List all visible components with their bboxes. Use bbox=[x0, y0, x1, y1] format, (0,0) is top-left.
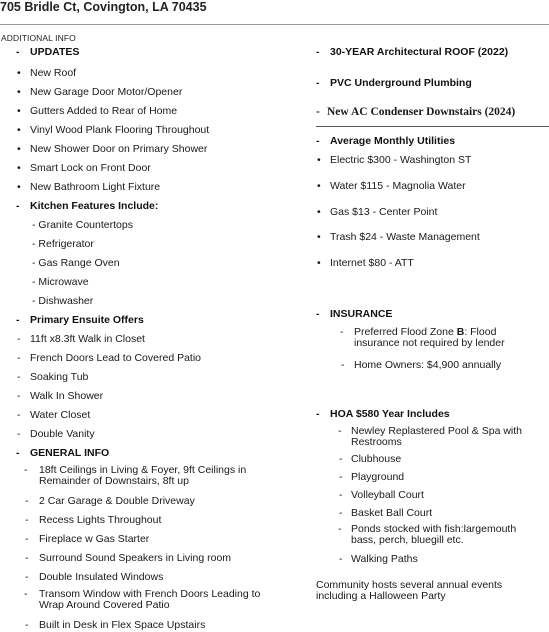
section-label: ADDITIONAL INFO bbox=[1, 33, 76, 43]
list-item: • Water $115 - Magnolia Water bbox=[317, 180, 466, 192]
list-item: - Walking Paths bbox=[339, 553, 418, 565]
ensuite-heading: - Primary Ensuite Offers bbox=[16, 314, 144, 326]
list-item: - Granite Countertops bbox=[32, 219, 133, 231]
list-item: • New Roof bbox=[17, 67, 77, 79]
hoa-heading: - HOA $580 Year Includes bbox=[316, 408, 450, 420]
home-owners-item: - Home Owners: $4,900 annually bbox=[341, 359, 502, 371]
list-item: - Playground bbox=[339, 471, 405, 483]
list-item: - Ponds stocked with fish:largemouth bass, perch, bluegill etc. bbox=[338, 523, 517, 546]
roof-heading: - 30-YEAR Architectural ROOF (2022) bbox=[316, 46, 509, 58]
list-item: - Newley Replastered Pool & Spa with Restrooms bbox=[338, 425, 523, 448]
updates-heading: - UPDATES bbox=[16, 46, 80, 58]
list-item: • Electric $300 - Washington ST bbox=[317, 154, 472, 166]
kitchen-heading: - Kitchen Features Include: bbox=[16, 200, 159, 212]
list-item: - Built in Desk in Flex Space Upstairs bbox=[25, 619, 206, 631]
list-item: - French Doors Lead to Covered Patio bbox=[17, 352, 202, 364]
flood-zone-item: - Preferred Flood Zone B: Flood insurance not required by lender bbox=[340, 326, 505, 349]
list-item: - Double Insulated Windows bbox=[25, 571, 164, 583]
list-item: - 2 Car Garage & Double Driveway bbox=[25, 495, 195, 507]
list-item: - 11ft x8.3ft Walk in Closet bbox=[17, 333, 145, 345]
list-item: • New Garage Door Motor/Opener bbox=[17, 86, 183, 98]
list-item: - Recess Lights Throughout bbox=[25, 514, 162, 526]
list-item: • Gas $13 - Center Point bbox=[317, 206, 438, 218]
list-item: - Surround Sound Speakers in Living room bbox=[25, 552, 232, 564]
list-item: - 18ft Ceilings in Living & Foyer, 9ft Ceilings in Remainder of Downstairs, 8ft up bbox=[24, 464, 247, 487]
utilities-heading: - Average Monthly Utilities bbox=[316, 135, 456, 147]
list-item: - Basket Ball Court bbox=[339, 507, 433, 519]
list-item: • Gutters Added to Rear of Home bbox=[17, 105, 178, 117]
list-item: - Water Closet bbox=[17, 409, 91, 421]
list-item: - Transom Window with French Doors Leading to Wrap Around Covered Patio bbox=[24, 588, 261, 611]
list-item: • Vinyl Wood Plank Flooring Throughout bbox=[17, 124, 210, 136]
list-item: - Volleyball Court bbox=[339, 489, 424, 501]
list-item: - Soaking Tub bbox=[17, 371, 89, 383]
general-heading: - GENERAL INFO bbox=[16, 447, 110, 459]
community-note: Community hosts several annual events including a Halloween Party bbox=[316, 579, 503, 602]
list-item: • New Bathroom Light Fixture bbox=[17, 181, 161, 193]
list-item: - Dishwasher bbox=[32, 295, 94, 307]
list-item: - Fireplace w Gas Starter bbox=[25, 533, 150, 545]
list-item: - Double Vanity bbox=[17, 428, 95, 440]
list-item: • Trash $24 - Waste Management bbox=[317, 231, 480, 243]
section-divider bbox=[316, 126, 549, 127]
list-item: • New Shower Door on Primary Shower bbox=[17, 143, 208, 155]
list-item: - Clubhouse bbox=[339, 453, 402, 465]
list-item: - Walk In Shower bbox=[17, 390, 104, 402]
list-item: - Refrigerator bbox=[32, 238, 94, 250]
list-item: - Microwave bbox=[32, 276, 89, 288]
title-divider bbox=[0, 24, 549, 25]
list-item: • Smart Lock on Front Door bbox=[17, 162, 151, 174]
list-item: - Gas Range Oven bbox=[32, 257, 120, 269]
property-address: 705 Bridle Ct, Covington, LA 70435 bbox=[0, 0, 207, 14]
ac-heading: - New AC Condenser Downstairs (2024) bbox=[316, 106, 516, 118]
plumbing-heading: - PVC Underground Plumbing bbox=[316, 77, 472, 89]
list-item: • Internet $80 - ATT bbox=[317, 257, 414, 269]
insurance-heading: - INSURANCE bbox=[316, 308, 393, 320]
